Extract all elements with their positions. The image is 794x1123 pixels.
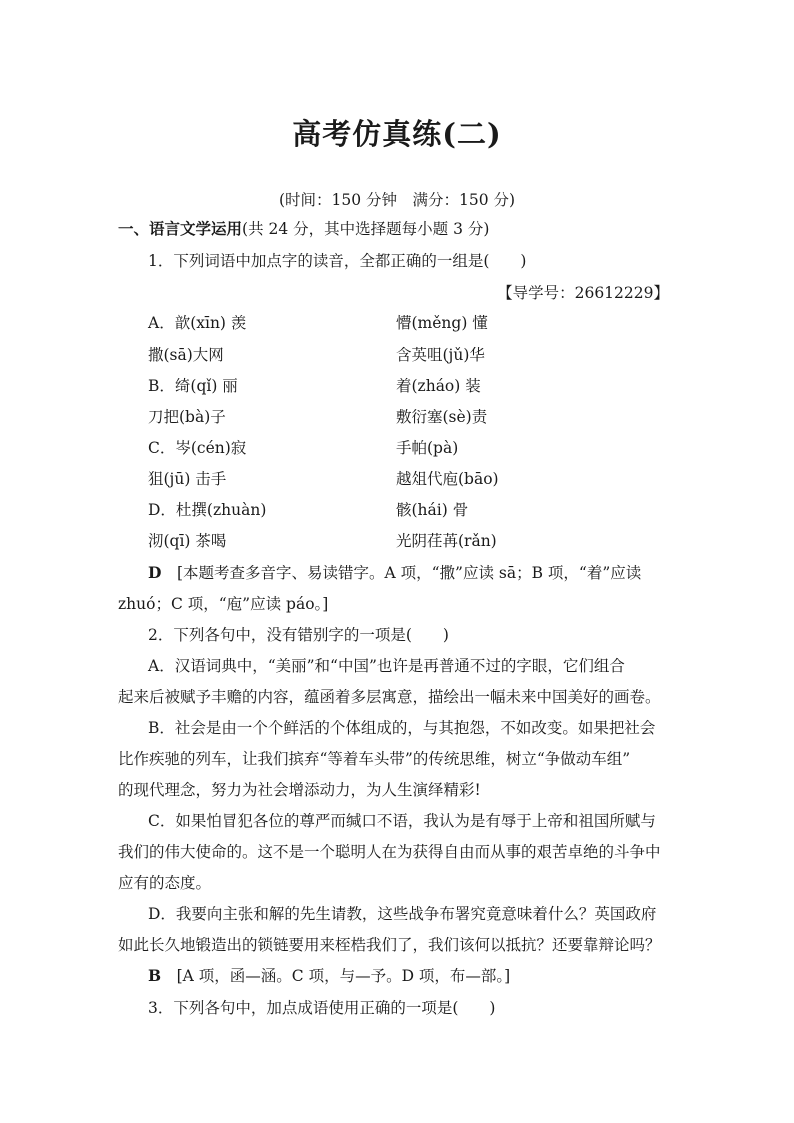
q1-option-left: A．歆(xīn) 羡 [148,314,247,332]
q1-option-right: 着(zháo) 装 [396,377,481,395]
section-heading [118,219,489,239]
q2-option-c-cont: 我们的伟大使命的。这不是一个聪明人在为获得自由而从事的艰苦卓绝的斗争中 [118,843,661,861]
guide-number: 【导学号：26612229】 [497,284,669,302]
q1-option-left: 狙(jū) 击手 [148,470,227,488]
q2-option-d-cont: 如此长久地锻造出的锁链要用来桎梏我们了，我们该何以抵抗？还要靠辩论吗？ [118,936,661,954]
q2-option-c-cont: 应有的态度。 [118,874,212,892]
q1-answer-letter: D [148,563,162,582]
question-3-stem: 3．下列各句中，加点成语使用正确的一项是( ) [148,999,496,1017]
q1-option-left: C．岑(cén)寂 [148,439,247,457]
q2-option-b-cont: 的现代理念，努力为社会增添动力，为人生演绎精彩! [118,781,481,799]
q1-answer-cont: zhuó；C 项，“庖”应读 páo。] [118,595,329,613]
q1-option-right: 骸(hái) 骨 [396,501,469,519]
q2-option-d: D．我要向主张和解的先生请教，这些战争布署究竟意味着什么？英国政府 [148,905,657,923]
q1-option-right: 敷衍塞(sè)责 [396,408,488,426]
q2-option-a-cont: 起来后被赋予丰赡的内容，蕴函着多层寓意，描绘出一幅未来中国美好的画卷。 [118,688,661,706]
q1-option-left: 撒(sā)大网 [148,346,224,364]
page-title: 高考仿真练(二) [292,117,502,151]
q1-option-right: 越俎代庖(bāo) [396,470,499,488]
question-2-stem: 2．下列各句中，没有错别字的一项是( ) [148,626,449,644]
q2-option-c: C．如果怕冒犯各位的尊严而缄口不语，我认为是有辱于上帝和祖国所赋与 [148,812,656,830]
section-note: (共 24 分，其中选择题每小题 3 分) [242,220,490,238]
question-1-stem: 1．下列词语中加点字的读音，全都正确的一组是( ) [148,252,527,270]
q2-option-b: B．社会是由一个个鲜活的个体组成的，与其抱怨，不如改变。如果把社会 [148,719,656,737]
q2-answer-explanation: [A 项，函—涵。C 项，与—予。D 项，布—部。] [176,967,511,985]
q1-option-right: 手帕(pà) [396,439,459,457]
q1-answer-explanation: [本题考查多音字、易读错字。A 项，“撒”应读 sā；B 项，“着”应读 [176,564,642,582]
q1-answer [148,563,641,583]
q1-option-left: D．杜撰(zhuàn) [148,501,267,519]
section-title: 一、语言文学运用 [118,219,243,238]
q1-option-right: 含英咀(jǔ)华 [396,346,485,364]
q2-option-a: A．汉语词典中，“美丽”和“中国”也许是再普通不过的字眼，它们组合 [148,657,625,675]
q1-option-left: 刀把(bà)子 [148,408,226,426]
q2-answer [148,966,510,986]
q1-option-left: 沏(qī) 茶喝 [148,532,227,550]
q1-option-right: 光阴荏苒(rǎn) [396,532,497,550]
q1-option-right: 懵(měng) 懂 [396,314,488,332]
q1-option-left: B．绮(qǐ) 丽 [148,377,238,395]
q2-option-b-cont: 比作疾驰的列车，让我们摈弃“等着车头带”的传统思维，树立“争做动车组” [118,750,631,768]
q2-answer-letter: B [148,966,162,985]
exam-meta: (时间：150 分钟 满分：150 分) [278,191,516,209]
